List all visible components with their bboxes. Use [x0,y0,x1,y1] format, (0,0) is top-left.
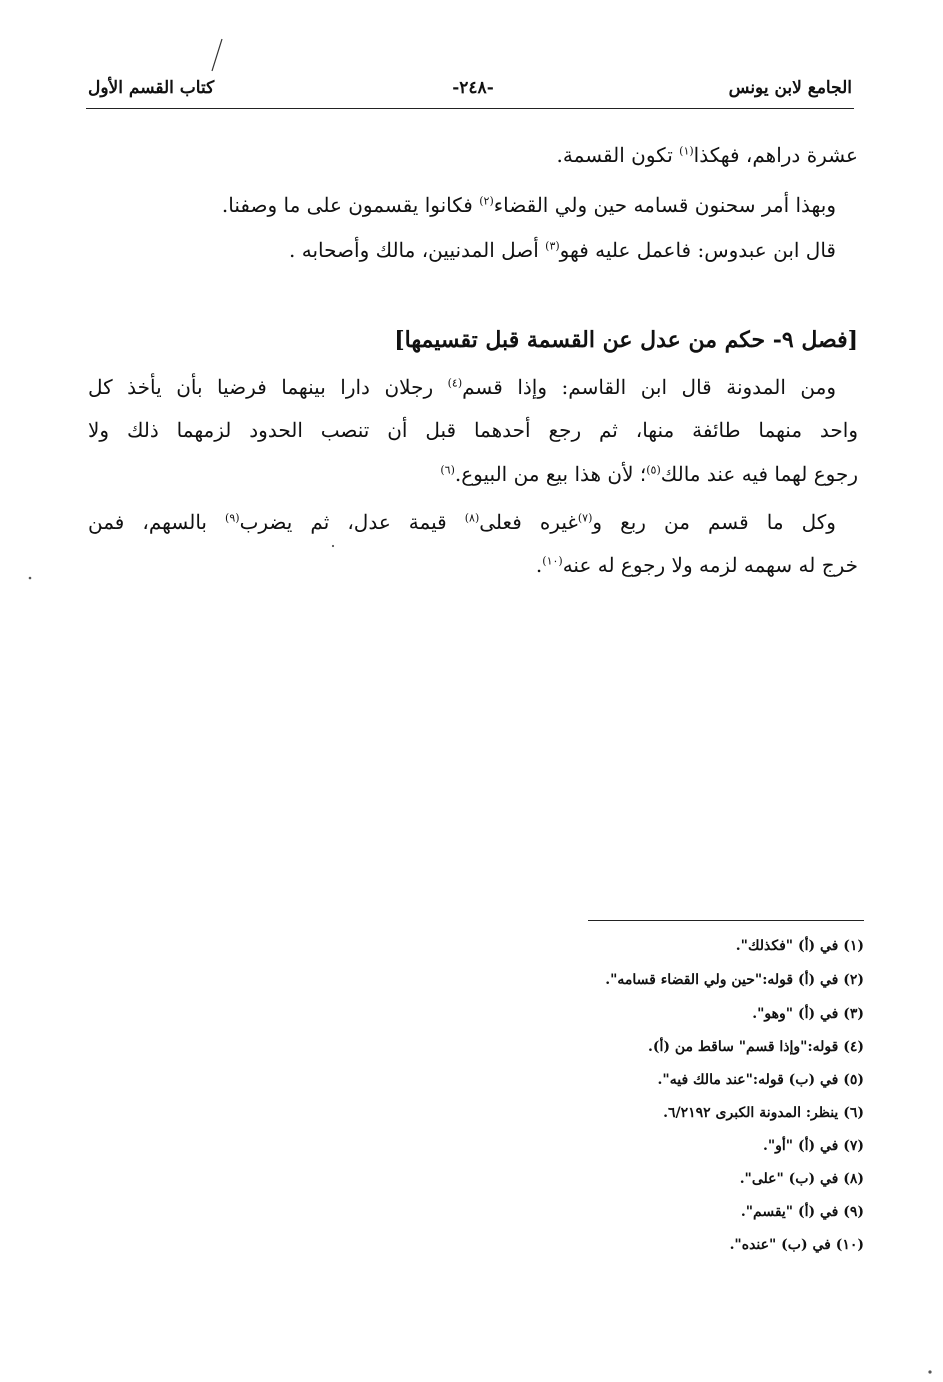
text-span: أصل المدنيين، مالك وأصحابه . [289,238,546,262]
text-span: بالسهم، فمن [88,510,226,534]
footnote-ref: (٥) [646,463,661,477]
text-span: رجلان دارا بينهما فرضيا بأن يأخذ كل [88,375,448,399]
header-section-title: كتاب القسم الأول [88,78,215,98]
footnote-ref: (٨) [464,511,480,525]
footnote-4: (٤) قوله:"وإذا قسم" ساقط من (أ). [647,1039,864,1055]
text-line-3 [289,238,836,262]
text-span: فكانوا يقسمون على ما وصفنا. [221,193,480,217]
text-span: وكل ما قسم من ربع و [592,510,836,534]
header-rule [86,108,854,109]
footnote-2: (٢) في (أ) قوله:"حين ولي القضاء قسامه". [605,972,864,988]
footnote-ref: (١) [679,144,694,158]
footnote-ref: (١٠) [542,554,563,568]
footnote-8: (٨) في (ب) "على". [739,1171,864,1187]
text-span: وبهذا أمر سحنون قسامه حين ولي القضاء [493,193,836,217]
footnote-3: (٣) في (أ) "وهو". [752,1006,864,1022]
footnote-ref: (٧) [577,511,593,525]
text-span: عشرة دراهم، فهكذا [693,143,858,167]
pen-mark [210,38,224,72]
footnote-7: (٧) في (أ) "أو". [762,1138,864,1154]
text-line-8 [536,553,858,577]
text-span: تكون القسمة. [556,143,680,167]
text-span: قيمة عدل، ثم يضرب [239,510,465,534]
footnote-ref: (٣) [545,239,560,253]
footnote-ref: (٢) [479,194,494,208]
footnote-1: (١) في (أ) "فكذلك". [735,938,864,954]
footnote-rule [588,920,864,921]
text-line-1 [557,143,858,167]
running-header [88,78,852,106]
text-line-6 [440,462,858,486]
section-heading: [فصل ٩- حكم من عدل عن القسمة قبل تقسيمها] [394,327,858,353]
text-span: رجوع لهما فيه عند مالك [660,462,858,486]
footnote-ref: (٤) [447,376,463,390]
footnote-ref: (٦) [440,463,455,477]
page-number: -٢٤٨- [452,78,494,98]
text-span: خرج له سهمه لزمه ولا رجوع له عنه [562,553,858,577]
text-line-7 [88,510,836,534]
text-span: غيره فعلى [479,510,578,534]
header-book-title: الجامع لابن يونس [728,78,852,98]
text-span: . [535,553,543,577]
footnote-ref: (٩) [225,511,240,525]
text-span: قال ابن عبدوس: فاعمل عليه فهو [559,238,836,262]
text-line-2 [222,193,836,217]
text-line-4 [88,375,836,399]
footnote-9: (٩) في (أ) "يقسم". [740,1204,864,1220]
footnote-6: (٦) ينظر: المدونة الكبرى ٦/٢١٩٢. [663,1105,864,1121]
text-line-5: واحد منهما طائفة منها، ثم رجع أحدهما قبل أن تنصب الحدود لزمهما ذلك ولا [88,418,858,442]
text-span: ومن المدونة قال ابن القاسم: وإذا قسم [462,375,836,399]
footnote-5: (٥) في (ب) قوله:"عند مالك فيه". [657,1072,864,1088]
footnote-10: (١٠) في (ب) "عنده". [729,1237,864,1253]
text-span: ؛ لأن هذا بيع من البيوع. [454,462,647,486]
